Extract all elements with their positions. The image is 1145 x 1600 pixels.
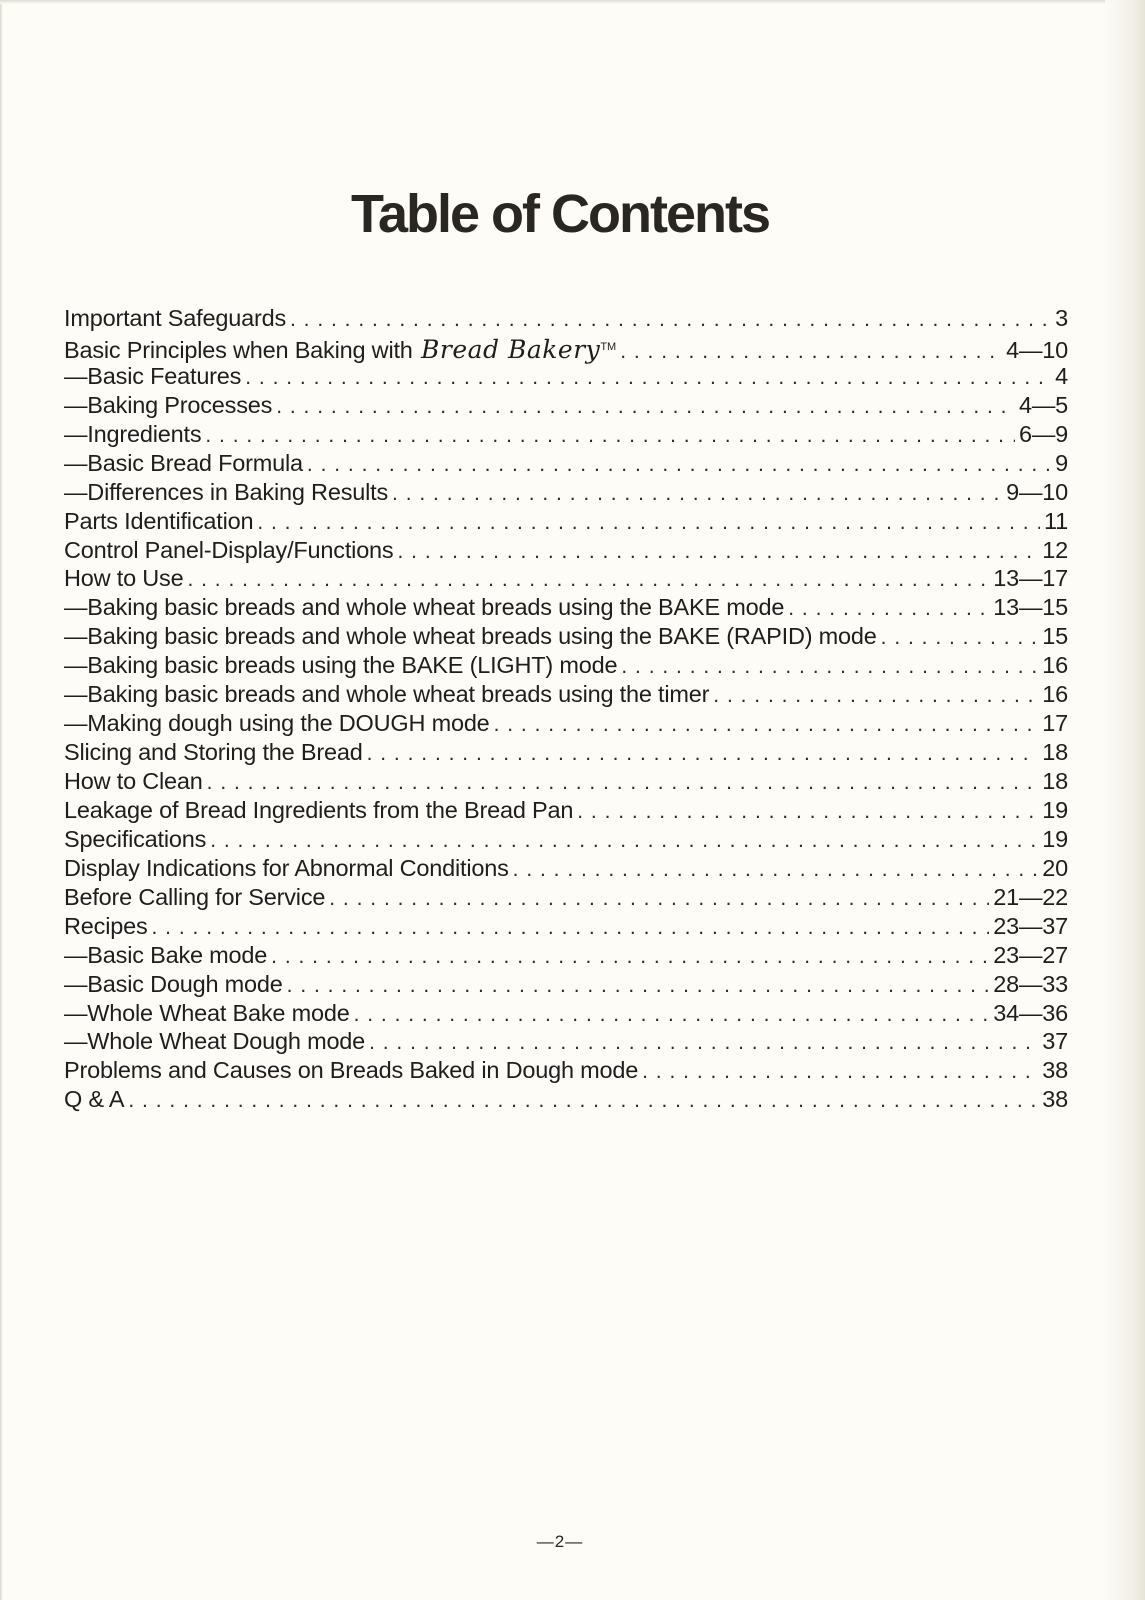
- dot-leader: [207, 769, 1039, 798]
- toc-entry-page: 38: [1042, 1057, 1068, 1084]
- toc-entry-bake-mode[interactable]: [64, 593, 1068, 622]
- toc-entry-label: —Ingredients: [64, 420, 202, 447]
- toc-entry-label: —Baking basic breads and whole wheat breads using the BAKE (RAPID) mode: [64, 623, 877, 650]
- toc-entry-slicing-storing[interactable]: [64, 738, 1068, 767]
- toc-entry-label: [64, 333, 616, 365]
- toc-entry-page: 13—15: [993, 594, 1068, 621]
- toc-entry-label: Control Panel-Display/Functions: [64, 536, 394, 563]
- dot-leader: [354, 1001, 990, 1030]
- page-edge-top: [0, 0, 1145, 4]
- toc-entry-label: —Baking basic breads using the BAKE (LIGHT) mode: [64, 652, 618, 679]
- toc-entry-label: —Baking Processes: [64, 391, 273, 418]
- dot-leader: [271, 943, 989, 972]
- toc-entry-label: Leakage of Bread Ingredients from the Bread Pan: [64, 796, 574, 823]
- dot-leader: [577, 798, 1038, 827]
- toc-entry-label: Slicing and Storing the Bread: [64, 739, 363, 766]
- toc-entry-specifications[interactable]: [64, 825, 1068, 854]
- toc-entry-label: —Making dough using the DOUGH mode: [64, 710, 490, 737]
- dot-leader: [642, 1058, 1038, 1087]
- toc-entry-label: —Basic Bread Formula: [64, 449, 303, 476]
- toc-entry-bake-rapid-mode[interactable]: [64, 622, 1068, 651]
- page-number: —2—: [536, 1532, 584, 1551]
- toc-entry-label: —Differences in Baking Results: [64, 478, 389, 505]
- toc-entry-page: 38: [1042, 1086, 1068, 1113]
- toc-entry-page: 11: [1044, 507, 1068, 534]
- toc-entry-how-to-clean[interactable]: [64, 767, 1068, 796]
- dot-leader: [620, 338, 1002, 367]
- toc-entry-using-timer[interactable]: [64, 680, 1068, 709]
- toc-entry-dough-mode[interactable]: [64, 709, 1068, 738]
- toc-entry-page: 4—10: [1006, 336, 1068, 363]
- bread-bakery-logotype: Bread Bakery: [421, 334, 601, 364]
- toc-entry-display-indications[interactable]: [64, 854, 1068, 883]
- toc-entry-parts-identification[interactable]: [64, 507, 1068, 536]
- dot-leader: [210, 827, 1038, 856]
- dot-leader: [713, 682, 1038, 711]
- trademark-symbol: TM: [600, 340, 617, 353]
- page-title: Table of Contents: [351, 184, 769, 244]
- toc-entry-page: 23—27: [993, 941, 1068, 968]
- toc-entry-label: —Baking basic breads and whole wheat breads using the timer: [64, 681, 710, 708]
- toc-entry-baking-processes[interactable]: [64, 391, 1068, 420]
- dot-leader: [276, 393, 1015, 422]
- toc-entry-label: —Basic Bake mode: [64, 941, 268, 968]
- toc-entry-page: 28—33: [993, 970, 1068, 997]
- dot-leader: [205, 422, 1015, 451]
- toc-entry-problems-and-causes[interactable]: [64, 1056, 1068, 1085]
- toc-entry-label: Recipes: [64, 912, 148, 939]
- toc-entry-basic-features[interactable]: [64, 362, 1068, 391]
- dot-leader: [397, 538, 1038, 567]
- toc-entry-page: 9: [1055, 449, 1068, 476]
- toc-entry-label: —Baking basic breads and whole wheat breads using the BAKE mode: [64, 594, 785, 621]
- toc-entry-page: 17: [1042, 710, 1068, 737]
- toc-entry-how-to-use[interactable]: [64, 564, 1068, 593]
- toc-entry-label: —Whole Wheat Dough mode: [64, 1028, 366, 1055]
- toc-entry-page: 18: [1042, 739, 1068, 766]
- toc-entry-basic-bake-mode[interactable]: [64, 941, 1068, 970]
- toc-entry-page: 3: [1055, 305, 1068, 331]
- dot-leader: [392, 480, 1002, 509]
- toc-entry-page: 37: [1042, 1028, 1068, 1055]
- toc-entry-basic-principles[interactable]: [64, 333, 1068, 362]
- toc-entry-whole-wheat-bake-mode[interactable]: [64, 999, 1068, 1028]
- toc-entry-important-safeguards[interactable]: [64, 304, 1068, 333]
- toc-entry-leakage[interactable]: [64, 796, 1068, 825]
- toc-entry-page: 15: [1042, 623, 1068, 650]
- toc-entry-label: Q & A: [64, 1086, 125, 1113]
- toc-entry-differences-in-baking-results[interactable]: [64, 478, 1068, 507]
- toc-entry-before-calling-service[interactable]: [64, 883, 1068, 912]
- toc-entry-recipes[interactable]: [64, 912, 1068, 941]
- dot-leader: [329, 885, 989, 914]
- toc-entry-page: 21—22: [993, 883, 1068, 910]
- toc-entry-page: 19: [1042, 825, 1068, 852]
- toc-entry-page: 20: [1042, 854, 1068, 881]
- dot-leader: [881, 624, 1039, 653]
- toc-entry-whole-wheat-dough-mode[interactable]: [64, 1027, 1068, 1056]
- toc-entry-label: Before Calling for Service: [64, 883, 326, 910]
- toc-entry-control-panel[interactable]: [64, 536, 1068, 565]
- dot-leader: [788, 595, 989, 624]
- toc-entry-q-and-a[interactable]: [64, 1085, 1068, 1114]
- toc-entry-page: 4: [1055, 362, 1068, 389]
- toc-entry-page: 19: [1042, 796, 1068, 823]
- toc-entry-label: Problems and Causes on Breads Baked in Dough mode: [64, 1057, 639, 1084]
- dot-leader: [307, 451, 1051, 480]
- toc-entry-label: —Whole Wheat Bake mode: [64, 999, 350, 1026]
- toc-entry-page: 23—37: [993, 912, 1068, 939]
- toc-entry-label: How to Clean: [64, 768, 203, 794]
- toc-entry-label: How to Use: [64, 565, 184, 592]
- toc-entry-bake-light-mode[interactable]: [64, 651, 1068, 680]
- dot-leader: [290, 306, 1051, 335]
- dot-leader: [367, 740, 1039, 769]
- dot-leader: [187, 566, 989, 595]
- dot-leader: [257, 509, 1040, 538]
- dot-leader: [494, 711, 1039, 740]
- toc-entry-page: 4—5: [1018, 391, 1068, 418]
- toc-entry-page: 9—10: [1006, 478, 1068, 505]
- toc-entry-label: —Basic Features: [64, 362, 242, 389]
- toc-entry-basic-dough-mode[interactable]: [64, 970, 1068, 999]
- dot-leader: [152, 914, 990, 943]
- dot-leader: [369, 1029, 1038, 1058]
- toc-entry-label: Important Safeguards: [64, 305, 286, 331]
- dot-leader: [621, 653, 1038, 682]
- toc-entry-page: 16: [1042, 681, 1068, 708]
- toc-entry-basic-bread-formula[interactable]: [64, 449, 1068, 478]
- toc-entry-label: —Basic Dough mode: [64, 970, 283, 997]
- table-of-contents: [64, 304, 1068, 1114]
- toc-entry-page: 6—9: [1018, 420, 1068, 447]
- dot-leader: [287, 972, 990, 1001]
- toc-entry-label: Display Indications for Abnormal Conditions: [64, 854, 509, 881]
- dot-leader: [245, 364, 1051, 393]
- toc-entry-page: 18: [1042, 768, 1068, 794]
- toc-entry-page: 16: [1042, 652, 1068, 679]
- toc-entry-label: Specifications: [64, 825, 207, 852]
- dot-leader: [128, 1087, 1038, 1116]
- dot-leader: [513, 856, 1039, 885]
- toc-entry-page: 13—17: [993, 565, 1068, 592]
- toc-entry-ingredients[interactable]: [64, 420, 1068, 449]
- toc-entry-page: 34—36: [993, 999, 1068, 1026]
- toc-entry-label-text: Basic Principles when Baking with: [64, 336, 413, 363]
- toc-entry-label: Parts Identification: [64, 507, 254, 534]
- toc-entry-page: 12: [1042, 536, 1068, 563]
